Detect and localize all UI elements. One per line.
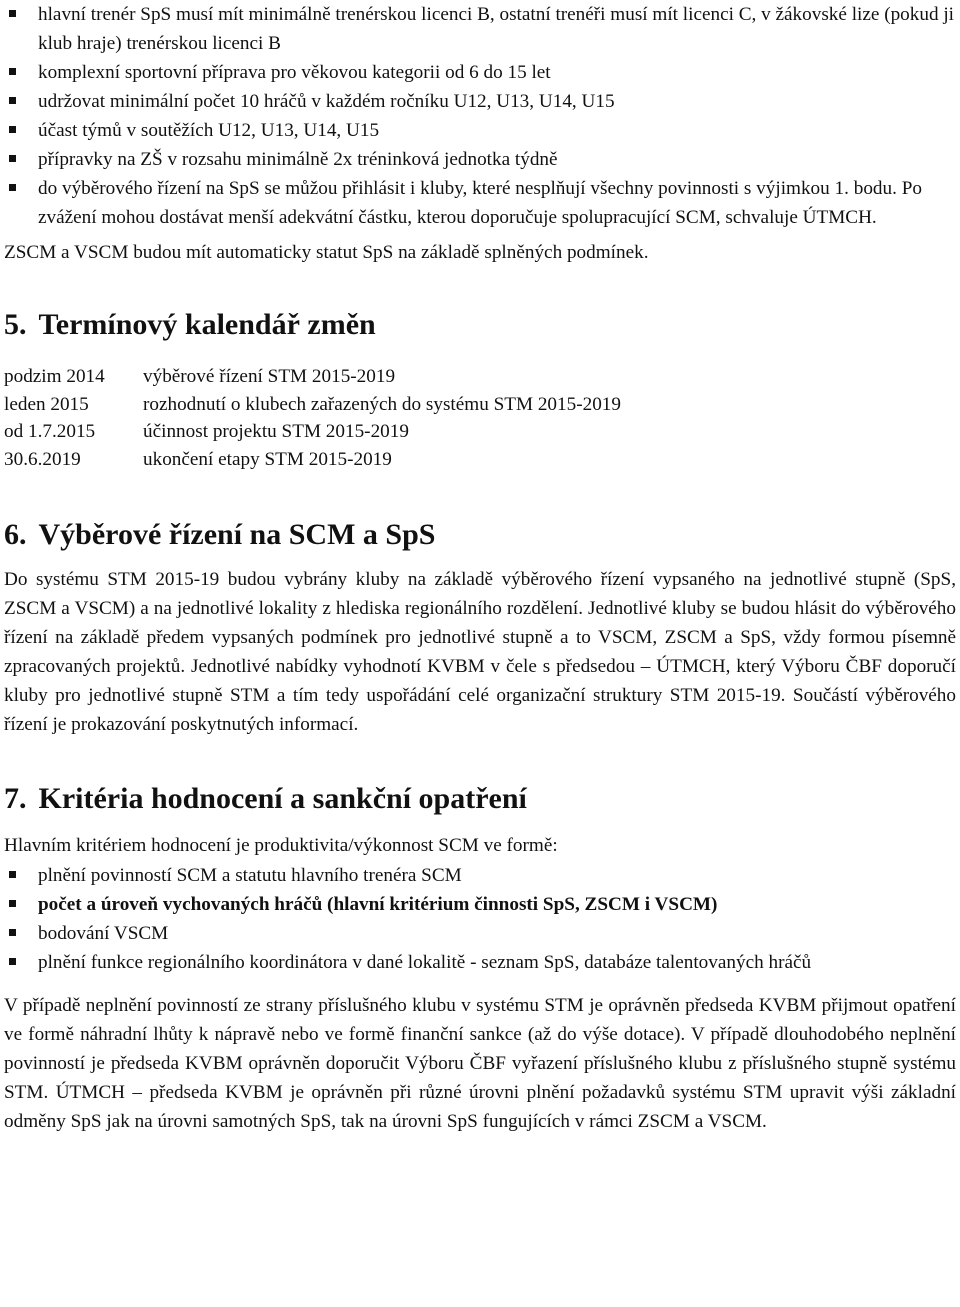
section-title: Termínový kalendář změn (38, 308, 376, 341)
table-row (4, 391, 621, 419)
zscm-note: ZSCM a VSCM budou mít automaticky statut SpS na základě splněných podmínek. (4, 242, 649, 263)
schedule-table (4, 363, 621, 473)
schedule-date: leden 2015 (4, 393, 89, 415)
document-page (4, 0, 956, 1136)
schedule-date: 30.6.2019 (4, 448, 81, 470)
schedule-date: podzim 2014 (4, 366, 105, 387)
section-7-intro: Hlavním kritériem hodnocení je produktivita/výkonnost SCM ve formě: (4, 835, 558, 856)
section-7-heading (4, 781, 956, 817)
schedule-text: ukončení etapy STM 2015-2019 (143, 448, 392, 470)
section-title: Kritéria hodnocení a sankční opatření (38, 782, 527, 815)
list-item: udržovat minimální počet 10 hráčů v každém ročníku U12, U13, U14, U15 (4, 87, 956, 116)
schedule-text: účinnost projektu STM 2015-2019 (143, 421, 409, 442)
table-row (4, 446, 621, 474)
section-number: 5. (4, 308, 27, 341)
section-7-closing: V případě neplnění povinností ze strany příslušného klubu v systému STM je oprávněn předseda KVBM přijmout opatření ve formě náhradní lhůty k nápravě nebo ve formě finanční sankce (až do výše dotace). V případě dlouhodobého neplnění povinností je předseda KVBM oprávněn doporučit Výboru ČBF vyřazení příslušného klubu z příslušného stupně systému STM. ÚTMCH – předseda KVBM je oprávněn při různé úrovni plnění požadavků systému STM upravit výši základní odměny SpS jak na úrovni samotných SpS, tak na úrovni SpS fungujících v rámci ZSCM a VSCM. (4, 995, 956, 1132)
table-row (4, 363, 621, 391)
list-item: hlavní trenér SpS musí mít minimálně trenérskou licenci B, ostatní trenéři musí mít licenci C, v žákovské lize (pokud ji klub hraje) trenérskou licenci B (4, 0, 956, 58)
requirements-list (4, 0, 956, 232)
section-5-heading (4, 307, 956, 343)
list-item: plnění povinností SCM a statutu hlavního trenéra SCM (4, 861, 956, 890)
list-item: plnění funkce regionálního koordinátora v dané lokalitě - seznam SpS, databáze talentovaných hráčů (4, 948, 956, 977)
table-row (4, 418, 621, 446)
list-item: účast týmů v soutěžích U12, U13, U14, U15 (4, 116, 956, 145)
section-number: 7. (4, 782, 27, 815)
section-title: Výběrové řízení na SCM a SpS (38, 518, 436, 551)
section-6-heading (4, 517, 956, 553)
list-item: přípravky na ZŠ v rozsahu minimálně 2x tréninková jednotka týdně (4, 145, 956, 174)
schedule-date: od 1.7.2015 (4, 421, 96, 442)
schedule-text: rozhodnutí o klubech zařazených do systému STM 2015-2019 (143, 393, 621, 415)
list-item: bodování VSCM (4, 919, 956, 948)
criteria-list (4, 861, 956, 977)
schedule-text: výběrové řízení STM 2015-2019 (143, 366, 396, 387)
section-6-paragraph: Do systému STM 2015-19 budou vybrány kluby na základě výběrového řízení vypsaného na jednotlivé stupně (SpS, ZSCM a VSCM) a na jednotlivé lokality z hlediska regionálního rozdělení. Jednotlivé kluby se budou hlásit do výběrového řízení na základě předem vypsaných podmínek pro jednotlivé stupně a to VSCM, ZSCM a SpS, vždy formou písemně zpracovaných projektů. Jednotlivé nabídky vyhodnotí KVBM v čele s předsedou – ÚTMCH, který Výboru ČBF doporučí kluby pro jednotlivé stupně STM a tím tedy uspořádání celé organizační struktury STM 2015-19. Součástí výběrového řízení je prokazování poskytnutých informací. (4, 569, 956, 735)
section-number: 6. (4, 518, 27, 551)
list-item: do výběrového řízení na SpS se můžou přihlásit i kluby, které nesplňují všechny povinnosti s výjimkou 1. bodu. Po zvážení mohou dostávat menší adekvátní částku, kterou doporučuje spolupracující SCM, schvaluje ÚTMCH. (4, 174, 956, 232)
list-item: komplexní sportovní příprava pro věkovou kategorii od 6 do 15 let (4, 58, 956, 87)
list-item: počet a úroveň vychovaných hráčů (hlavní kritérium činnosti SpS, ZSCM i VSCM) (4, 890, 956, 919)
